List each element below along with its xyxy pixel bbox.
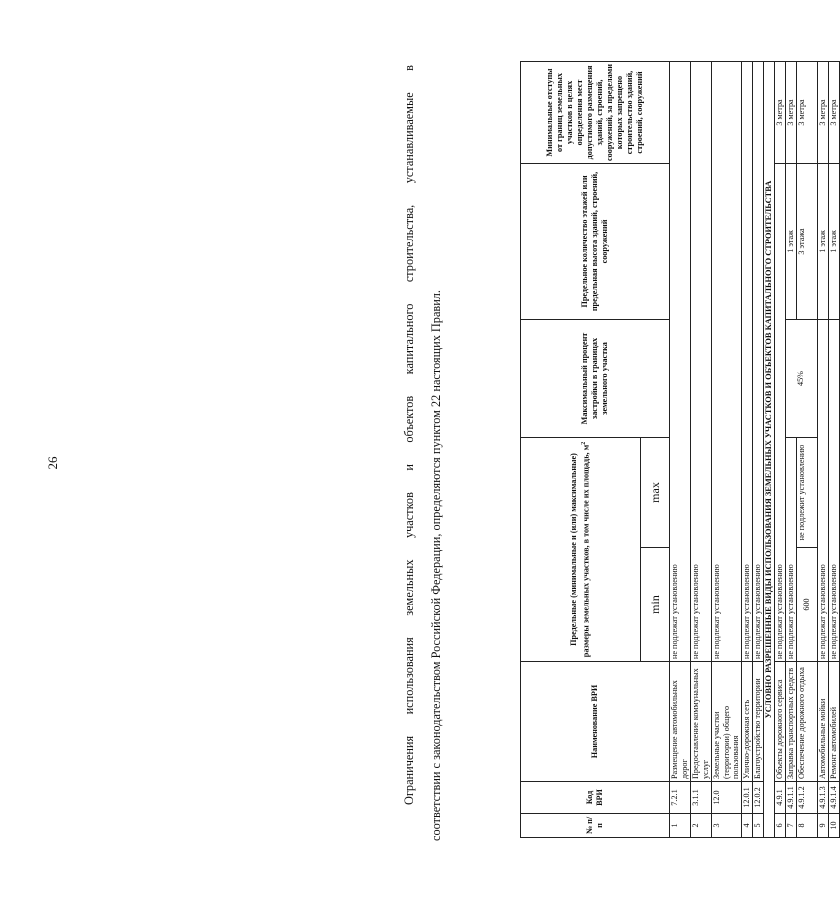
header-max: max [641, 437, 670, 547]
cell-code: 4.9.1.4 [828, 782, 839, 814]
cell-value: не подлежат установлению [785, 437, 796, 661]
cell-code: 12.0 [712, 782, 742, 814]
note-line-2: соответствии с законодательством Российской Федерации, определяются пунктом 22 настоящих Правил. [429, 290, 443, 841]
header-percent: Максимальный процент застройки в границах земельного участка [521, 319, 670, 437]
header-min: min [641, 548, 670, 662]
cell-code: 3.1.1 [691, 782, 712, 814]
cell-setback: 3 метра [774, 61, 785, 163]
cell-value: не подлежат установлению [670, 61, 691, 661]
cell-code: 4.9.1 [774, 782, 785, 814]
cell-name: Размещение автомобильных дорог [670, 662, 691, 782]
note-line-1: Ограничения использования земельных участков и объектов капитального строительства, устанавливаемые в [402, 65, 416, 805]
table-row [741, 61, 752, 837]
header-sizes-sup: 2 [581, 441, 588, 445]
cell-floors: 1 этаж [828, 163, 839, 319]
section-title: УСЛОВНО РАЗРЕШЕННЫЕ ВИДЫ ИСПОЛЬЗОВАНИЯ ЗЕМЕЛЬНЫХ УЧАСТКОВ И ОБЪЕКТОВ КАПИТАЛЬНОГО СТРОИТЕЛЬСТВА [763, 61, 774, 837]
header-floors: Предельное количество этажей или предельная высота зданий, строений, сооружений [521, 163, 670, 319]
table-row [752, 61, 763, 837]
cell-setback: 3 метра [828, 61, 839, 163]
cell-code: 12.0.1 [741, 782, 752, 814]
cell-code: 4.9.1.1 [785, 782, 796, 814]
section-row [763, 61, 774, 837]
header-name: Наименование ВРИ [521, 662, 670, 782]
cell-value: не подлежат установлению [774, 163, 785, 661]
cell-value: не подлежат установлению [741, 61, 752, 661]
cell-value: не подлежат установлению [691, 61, 712, 661]
header-num: № п/п [521, 814, 670, 838]
cell-name: Автомобильные мойки [817, 662, 828, 782]
cell-code: 12.0.2 [752, 782, 763, 814]
table-row [691, 61, 712, 837]
cell-name: Ремонт автомобилей [828, 662, 839, 782]
cell-code: 7.2.1 [670, 782, 691, 814]
cell-setback: 3 метра [785, 61, 796, 163]
table-row [785, 61, 796, 837]
cell-num: 1 [670, 814, 691, 838]
cell-name: Объекты дорожного сервиса [774, 662, 785, 782]
cell-num: 7 [785, 814, 796, 838]
cell-floors: 3 этажа [796, 163, 817, 319]
cell-value: не подлежат установлению [817, 319, 828, 661]
cell-max: не подлежит установлению [796, 437, 817, 547]
header-sizes-text: Предельные (минимальные и (или) максимальные) размеры земельных участков, в том числе их площадь, м [569, 444, 591, 658]
cell-value: не подлежат установлению [712, 61, 742, 661]
header-sizes [521, 437, 641, 661]
table-row [670, 61, 691, 837]
header-setback: Минимальные отступы от границ земельных участков в целях определения мест допустимого размещения зданий, строений, сооружений, за пределами которых запрещено строительство зданий, строений, сооружений [521, 61, 670, 163]
cell-num: 10 [828, 814, 839, 838]
table-row [774, 61, 785, 837]
cell-name: Благоустройство территории [752, 662, 763, 782]
cell-name: Заправка транспортных средств [785, 662, 796, 782]
cell-percent: 45% [785, 319, 817, 437]
cell-code: 4.9.1.2 [796, 782, 817, 814]
cell-floors: 1 этаж [817, 163, 828, 319]
zoning-table-rotated [520, 62, 838, 838]
cell-min: 600 [796, 548, 817, 662]
cell-num: 3 [712, 814, 742, 838]
cell-code: 4.9.1.3 [817, 782, 828, 814]
cell-num: 4 [741, 814, 752, 838]
cell-num: 9 [817, 814, 828, 838]
restrictions-note [396, 65, 450, 841]
cell-name: Предоставление коммунальных услуг [691, 662, 712, 782]
cell-num: 6 [774, 814, 785, 838]
cell-num: 5 [752, 814, 763, 838]
page-number: 26 [45, 456, 60, 470]
cell-value: не подлежат установлению [752, 61, 763, 661]
cell-name: Улично-дорожная сеть [741, 662, 752, 782]
cell-name: Земельные участки (территории) общего пользования [712, 662, 742, 782]
table-row [712, 61, 742, 837]
cell-num: 2 [691, 814, 712, 838]
header-code: Код ВРИ [521, 782, 670, 814]
cell-floors: 1 этаж [785, 163, 796, 319]
zoning-table [520, 61, 840, 838]
table-row [828, 61, 839, 837]
cell-value: не подлежат установлению [828, 319, 839, 661]
cell-setback: 3 метра [817, 61, 828, 163]
table-row [796, 61, 817, 837]
table-row [817, 61, 828, 837]
cell-name: Обеспечение дорожного отдыха [796, 662, 817, 782]
cell-num: 8 [796, 814, 817, 838]
cell-setback: 3 метра [796, 61, 817, 163]
